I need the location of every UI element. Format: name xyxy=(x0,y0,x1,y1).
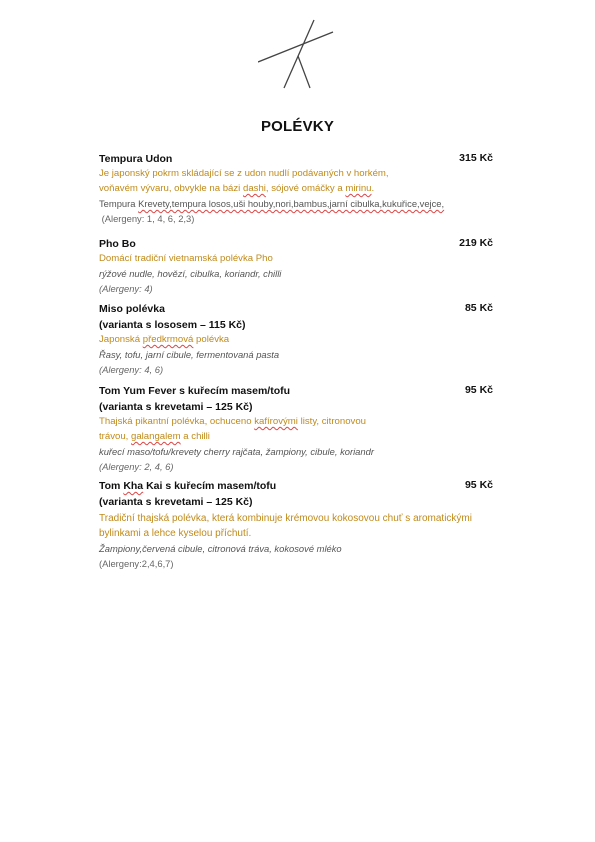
item-price: 95 Kč xyxy=(464,479,493,491)
item-description: Japonská předkrmová polévka xyxy=(99,334,230,345)
item-description-line2: voňavém vývaru, obvykle na bázi dashi, sójové omáčky a mirinu. xyxy=(99,183,375,194)
item-price: 315 Kč xyxy=(459,152,493,164)
item-description: Domácí tradiční vietnamská polévka Pho xyxy=(99,253,273,264)
item-name: Tom Kha Kai s kuřecím masem/tofu xyxy=(99,480,277,492)
item-ingredients: rýžové nudle, hovězí, cibulka, koriandr, chilli xyxy=(99,268,282,279)
item-description: Je japonský pokrm skládající se z udon nudlí podávaných v horkém, xyxy=(99,168,389,179)
item-ingredients: kuřecí maso/tofu/krevety cherry rajčata, žampiony, cibule, koriandr xyxy=(99,446,374,457)
item-name: Tom Yum Fever s kuřecím masem/tofu xyxy=(99,385,291,397)
page-title: POLÉVKY xyxy=(260,118,335,135)
restaurant-logo xyxy=(258,18,336,90)
menu-item-tom-yum xyxy=(99,382,499,474)
item-variant: (varianta s krevetami – 125 Kč) xyxy=(99,401,253,413)
item-name: Miso polévka xyxy=(99,303,165,315)
item-allergens: (Alergeny:2,4,6,7) xyxy=(99,558,174,569)
item-ingredients: Řasy, tofu, jarní cibule, fermentovaná pasta xyxy=(99,349,280,360)
item-description-line2: trávou, galangalem a chilli xyxy=(99,431,210,442)
menu-item-pho-bo xyxy=(99,235,499,296)
menu-item-tempura-udon xyxy=(99,150,499,226)
item-price: 219 Kč xyxy=(459,237,493,249)
item-variant: (varianta s lososem – 115 Kč) xyxy=(99,319,246,331)
item-description-line2: bylinkami a lehce kyselou příchutí. xyxy=(99,528,252,539)
menu-item-miso xyxy=(99,300,499,377)
menu-item-tom-kha-kai xyxy=(99,477,499,571)
item-allergens: (Alergeny: 4, 6) xyxy=(99,364,164,375)
item-name: Tempura Udon xyxy=(99,153,173,165)
item-price: 95 Kč xyxy=(464,384,493,396)
item-description: Thajská pikantní polévka, ochuceno kafírovými listy, citronovou xyxy=(99,416,366,427)
item-price: 85 Kč xyxy=(464,302,493,314)
item-variant: (varianta s krevetami – 125 Kč) xyxy=(99,496,253,508)
item-ingredients: Tempura Krevety,tempura losos,uši houby,nori,bambus,jarní cibulka,kukuřice,vejce, xyxy=(99,198,445,209)
item-name: Pho Bo xyxy=(99,238,136,250)
item-allergens: (Alergeny: 1, 4, 6, 2,3) xyxy=(99,213,195,224)
item-allergens: (Alergeny: 4) xyxy=(99,283,153,294)
item-allergens: (Alergeny: 2, 4, 6) xyxy=(99,461,174,472)
item-description: Tradiční thajská polévka, která kombinuje krémovou kokosovou chuť s aromatickými xyxy=(99,513,472,524)
item-ingredients: Žampiony,červená cibule, citronová tráva, kokosové mléko xyxy=(99,543,342,554)
